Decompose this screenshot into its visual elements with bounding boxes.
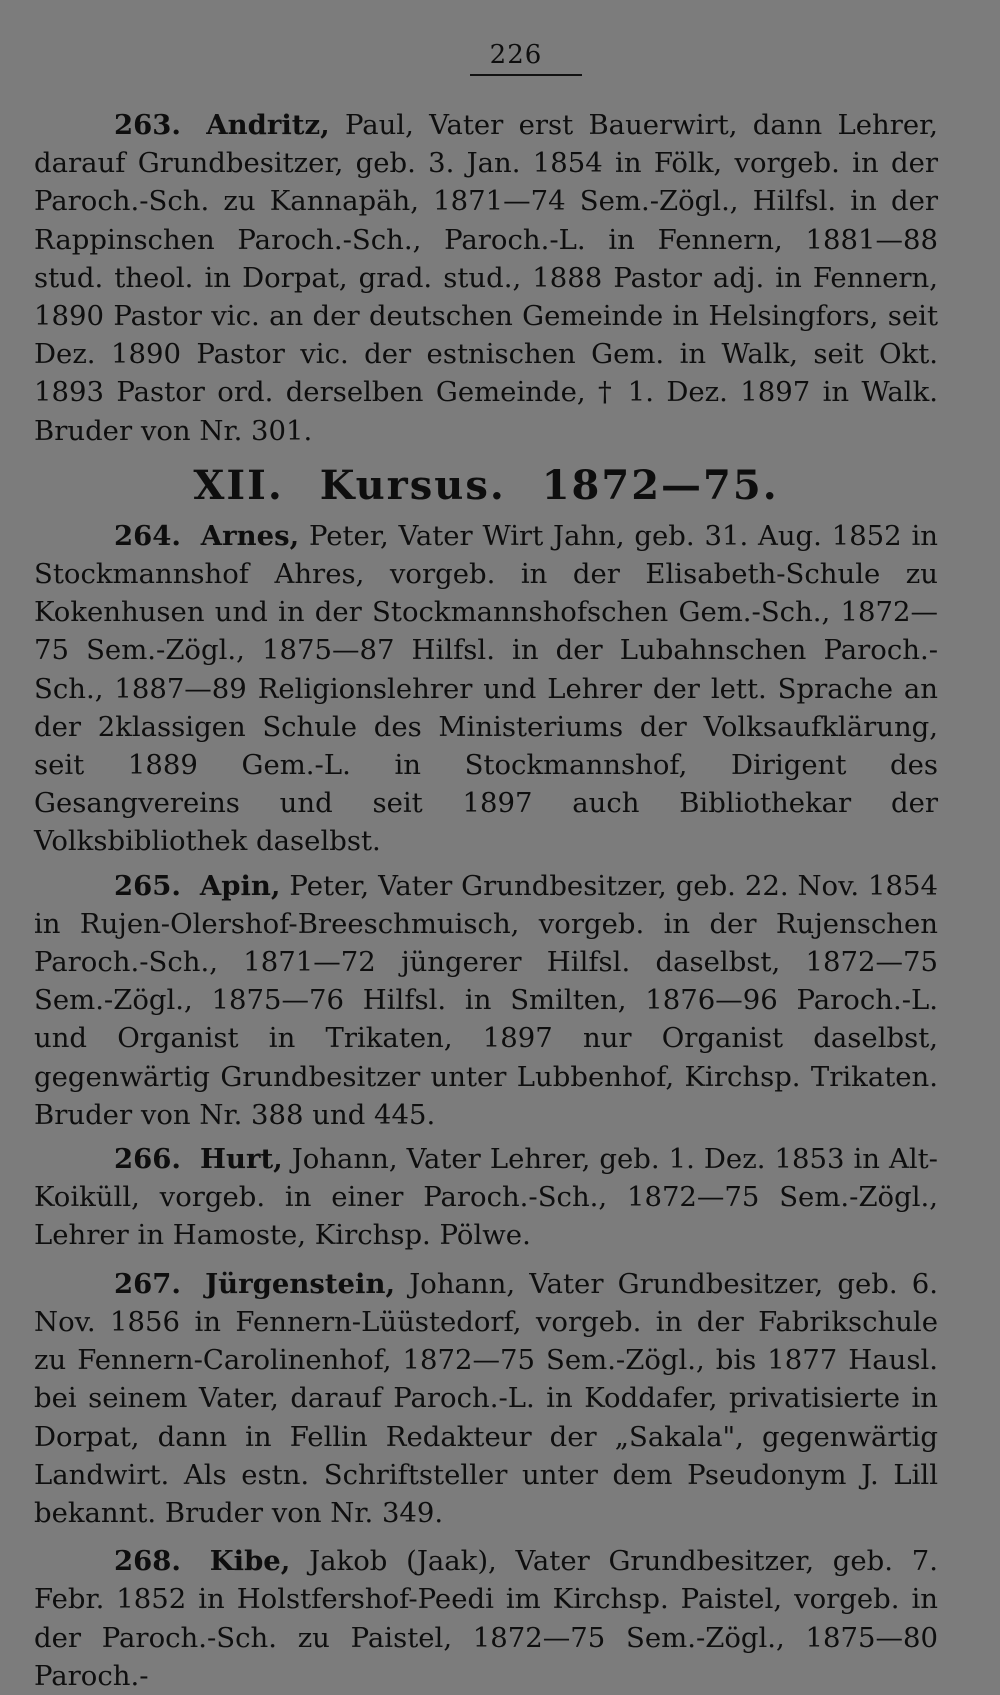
entry-text: Johann, Vater Grundbesitzer, geb. 6. Nov. 1856 in Fennern-Lüüstedorf, vorgeb. in der Fabrikschule zu Fennern-Carolinenhof, 1872—75 Sem.-Zögl., bis 1877 Hausl. bei seinem Vater, darauf Paroch.-L. in Koddafer, privatisierte in Dorpat, dann in Fellin Redakteur der „Sakala", gegenwärtig Landwirt. Als estn. Schriftsteller unter dem Pseudonym J. Lill bekannt. Bruder von Nr. 349.	[34, 1267, 939, 1529]
entry-264	[34, 517, 938, 861]
entry-263	[34, 106, 938, 450]
entry-name: Jürgenstein,	[205, 1267, 396, 1300]
entry-text: Johann, Vater Lehrer, geb. 1. Dez. 1853 in Alt-Koiküll, vorgeb. in einer Paroch.-Sch., 1872—75 Sem.-Zögl., Lehrer in Hamoste, Kirchsp. Pölwe.	[34, 1143, 938, 1252]
entry-text: Peter, Vater Wirt Jahn, geb. 31. Aug. 1852 in Stockmannshof Ahres, vorgeb. in der Elisabeth-Schule zu Kokenhusen und in der Stockmannshofschen Gem.-Sch., 1872—75 Sem.-Zögl., 1875—87 Hilfsl. in der Lubahnschen Paroch.-Sch., 1887—89 Religionslehrer und Lehrer der lett. Sprache an der 2klassigen Schule des Ministeriums der Volksaufklärung, seit 1889 Gem.-L. in Stockmannshof, Dirigent des Gesangvereins und seit 1897 auch Bibliothekar der Volksbibliothek daselbst.	[34, 519, 938, 858]
entry-266	[34, 1140, 938, 1255]
entry-number: 266.	[114, 1143, 181, 1176]
entry-number: 267.	[114, 1267, 181, 1300]
section-title: Kursus.	[319, 461, 506, 509]
entry-text: Jakob (Jaak), Vater Grundbesitzer, geb. 7. Febr. 1852 in Holstfershof-Peedi im Kirchsp. Paistel, vorgeb. in der Paroch.-Sch. zu Paistel, 1872—75 Sem.-Zögl., 1875—80 Paroch.-	[34, 1545, 939, 1692]
page-number-rule	[470, 74, 582, 76]
entry-name: Hurt,	[200, 1143, 283, 1176]
entry-number: 265.	[114, 869, 181, 902]
entry-268	[34, 1542, 938, 1695]
entry-text: Paul, Vater erst Bauerwirt, dann Lehrer, darauf Grundbesitzer, geb. 3. Jan. 1854 in Fölk, vorgeb. in der Paroch.-Sch. zu Kannapäh, 1871—74 Sem.-Zögl., Hilfsl. in der Rappinschen Paroch.-Sch., Paroch.-L. in Fennern, 1881—88 stud. theol. in Dorpat, grad. stud., 1888 Pastor adj. in Fennern, 1890 Pastor vic. an der deutschen Gemeinde in Helsingfors, seit Dez. 1890 Pastor vic. der estnischen Gem. in Walk, seit Okt. 1893 Pastor ord. derselben Gemeinde, † 1. Dez. 1897 in Walk. Bruder von Nr. 301.	[34, 109, 938, 447]
entry-name: Apin,	[199, 869, 281, 902]
entry-name: Andritz,	[206, 109, 330, 141]
document-page	[34, 40, 938, 1695]
entry-267	[34, 1265, 938, 1532]
section-numeral: XII.	[193, 461, 284, 509]
entry-number: 263.	[114, 109, 181, 141]
page-number: 226	[489, 40, 543, 70]
entry-text: Peter, Vater Grundbesitzer, geb. 22. Nov. 1854 in Rujen-Olershof-Breeschmuisch, vorgeb. in der Rujenschen Paroch.-Sch., 1871—72 jüngerer Hilfsl. daselbst, 1872—75 Sem.-Zögl., 1875—76 Hilfsl. in Smilten, 1876—96 Paroch.-L. und Organist in Trikaten, 1897 nur Organist daselbst, gegenwärtig Grundbesitzer unter Lubbenhof, Kirchsp. Trikaten. Bruder von Nr. 388 und 445.	[34, 869, 938, 1131]
entry-number: 264.	[114, 519, 181, 552]
section-heading	[34, 462, 938, 509]
entry-name: Kibe,	[209, 1545, 291, 1578]
entry-265	[34, 867, 938, 1134]
entry-name: Arnes,	[200, 519, 300, 552]
entry-number: 268.	[114, 1545, 181, 1578]
section-years: 1872—75.	[541, 461, 779, 509]
